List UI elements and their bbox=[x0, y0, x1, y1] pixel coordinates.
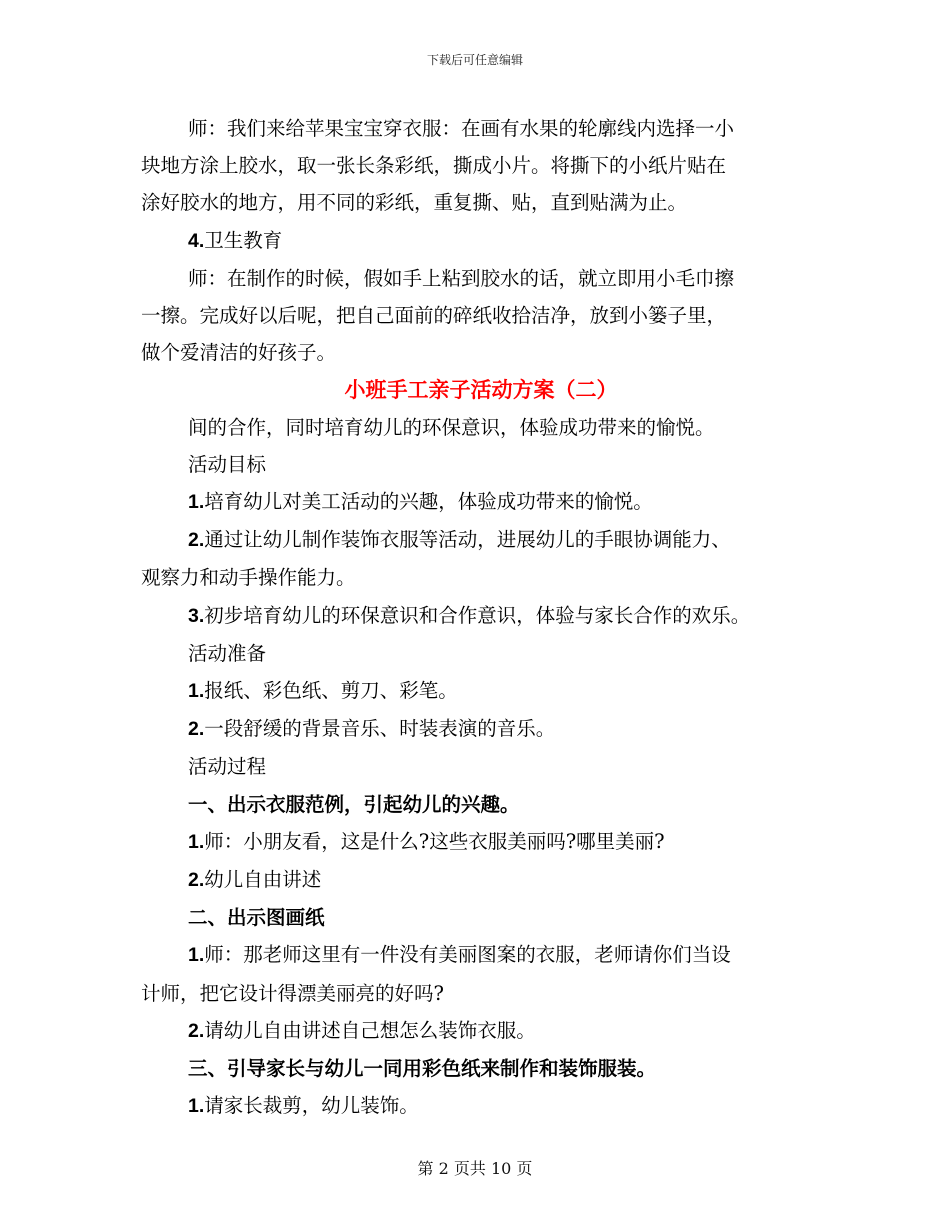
paragraph-line: 间的合作，同时培育幼儿的环保意识，体验成功带来的愉悦。 bbox=[188, 415, 715, 439]
list-item bbox=[141, 483, 821, 521]
step-heading: 二、出示图画纸 bbox=[188, 906, 325, 930]
list-number: 2. bbox=[188, 718, 205, 741]
list-number: 3. bbox=[188, 604, 205, 627]
list-number: 1. bbox=[188, 830, 205, 853]
paragraph-line: 块地方涂上胶水，取一张长条彩纸，撕成小片。将撕下的小纸片贴在 bbox=[141, 154, 727, 178]
paragraph-line: 一擦。完成好以后呢，把自己面前的碎纸收拾洁净，放到小篓子里， bbox=[141, 304, 727, 328]
paragraph-line: 师：我们来给苹果宝宝穿衣服：在画有水果的轮廓线内选择一小 bbox=[188, 117, 735, 140]
paragraph-line: 计师，把它设计得漂美丽亮的好吗? bbox=[141, 981, 444, 1005]
section-heading bbox=[141, 222, 821, 260]
list-item bbox=[141, 1012, 821, 1050]
list-item bbox=[141, 1087, 821, 1125]
list-item bbox=[141, 861, 821, 899]
list-number: 4. bbox=[188, 229, 205, 252]
list-text: 幼儿自由讲述 bbox=[204, 868, 322, 892]
list-item bbox=[141, 936, 821, 974]
list-number: 1. bbox=[188, 944, 205, 967]
list-item bbox=[141, 597, 821, 635]
list-text: 一段舒缓的背景音乐、时装表演的音乐。 bbox=[204, 717, 556, 741]
paragraph-line: 做个爱清洁的好孩子。 bbox=[141, 341, 337, 365]
list-number: 2. bbox=[188, 529, 205, 552]
list-text: 初步培育幼儿的环保意识和合作意识，体验与家长合作的欢乐。 bbox=[204, 603, 751, 627]
document-body bbox=[141, 110, 821, 1125]
list-item bbox=[141, 672, 821, 710]
section-heading: 活动目标 bbox=[188, 452, 267, 476]
list-text: 卫生教育 bbox=[204, 228, 283, 252]
list-text: 请幼儿自由讲述自己想怎么装饰衣服。 bbox=[204, 1018, 536, 1042]
document-title: 小班手工亲子活动方案（二） bbox=[344, 377, 618, 403]
list-number: 2. bbox=[188, 869, 205, 892]
paragraph-line: 涂好胶水的地方，用不同的彩纸，重复撕、贴，直到贴满为止。 bbox=[141, 191, 688, 215]
list-number: 1. bbox=[188, 491, 205, 514]
step-heading: 一、出示衣服范例，引起幼儿的兴趣。 bbox=[188, 792, 520, 816]
section-heading: 活动准备 bbox=[188, 641, 267, 665]
list-item bbox=[141, 521, 821, 559]
paragraph-line: 师：在制作的时候，假如手上粘到胶水的话，就立即用小毛巾擦 bbox=[188, 266, 735, 290]
list-number: 1. bbox=[188, 680, 205, 703]
list-text: 培育幼儿对美工活动的兴趣，体验成功带来的愉悦。 bbox=[204, 490, 653, 514]
step-heading: 三、引导家长与幼儿一同用彩色纸来制作和装饰服装。 bbox=[188, 1057, 657, 1081]
list-item bbox=[141, 710, 821, 748]
list-number: 2. bbox=[188, 1019, 205, 1042]
list-text: 请家长裁剪，幼儿装饰。 bbox=[204, 1094, 419, 1118]
list-text: 通过让幼儿制作装饰衣服等活动，进展幼儿的手眼协调能力、 bbox=[204, 528, 731, 552]
section-heading: 活动过程 bbox=[188, 755, 267, 779]
list-text: 师：小朋友看，这是什么?这些衣服美丽吗?哪里美丽? bbox=[204, 829, 665, 853]
list-text: 师：那老师这里有一件没有美丽图案的衣服，老师请你们当设 bbox=[204, 943, 731, 967]
page-header: 下载后可任意编辑 bbox=[426, 53, 523, 67]
list-item bbox=[141, 823, 821, 861]
list-text: 报纸、彩色纸、剪刀、彩笔。 bbox=[204, 679, 458, 703]
paragraph-line: 观察力和动手操作能力。 bbox=[141, 566, 356, 590]
page-footer: 第 2 页共 10 页 bbox=[417, 1159, 533, 1178]
list-number: 1. bbox=[188, 1095, 205, 1118]
